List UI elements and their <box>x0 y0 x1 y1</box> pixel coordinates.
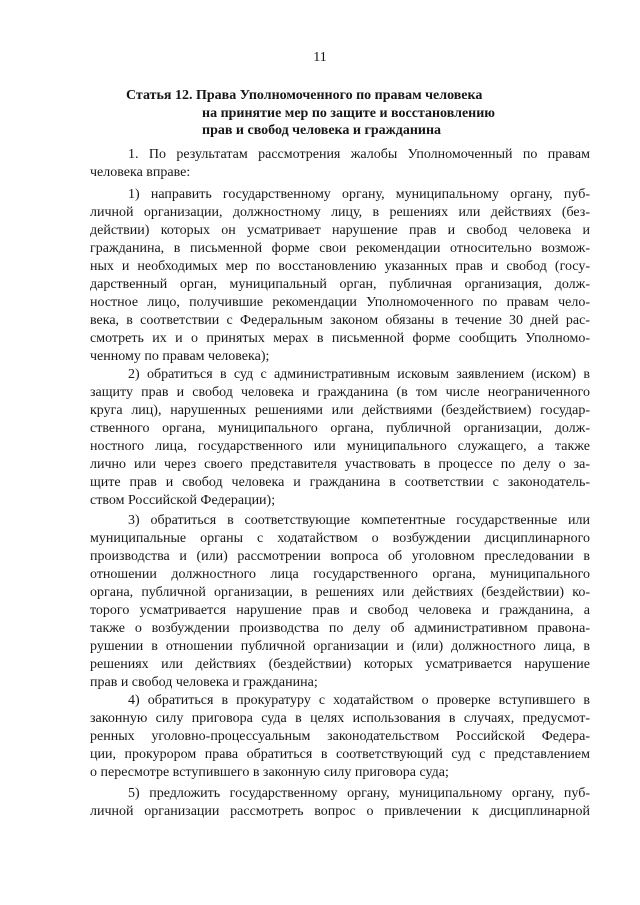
text-line: 5) предложить государственному органу, муниципальному органу, пуб- <box>128 786 590 801</box>
paragraph-intro <box>90 146 590 182</box>
text-line: ных и необходимых мер по восстановлению указанных прав и свобод (госу- <box>90 259 590 274</box>
article-title-line: Статья 12. Права Уполномоченного по правам человека <box>126 88 483 103</box>
paragraph-item-5 <box>90 785 590 821</box>
text-line: 2) обратиться в суд с административным исковым заявлением (иском) в <box>128 367 590 382</box>
article-title <box>126 87 495 140</box>
text-line: дарственный орган, муниципальный орган, публичная организация, долж- <box>90 277 590 292</box>
text-line: торого усматривается нарушение прав и свобод человека и гражданина, а <box>90 603 590 618</box>
text-line: защиту прав и свобод человека и гражданина (в том числе неограниченного <box>90 385 590 400</box>
text-line: отношении должностного лица государственного органа, муниципального <box>90 567 590 582</box>
text-line: ченному по правам человека); <box>90 349 270 364</box>
text-line: 1. По результатам рассмотрения жалобы Уполномоченный по правам <box>128 147 590 162</box>
text-line: рушении в отношении публичной организации и (или) должностного лица, в <box>90 639 590 654</box>
paragraph-item-2 <box>90 366 590 510</box>
text-line: века, в соответствии с Федеральным законом обязаны в течение 30 дней рас- <box>90 313 590 328</box>
text-line: лично или через своего представителя участвовать в процессе по делу о за- <box>90 457 590 472</box>
text-line: 4) обратиться в прокуратуру с ходатайством о проверке вступившего в <box>128 693 590 708</box>
text-line: ством Российской Федерации); <box>90 493 276 508</box>
text-line: щите прав и свобод человека и гражданина в соответствии с законодатель- <box>90 475 590 490</box>
article-title-line: на принятие мер по защите и восстановлению <box>202 105 495 121</box>
paragraph-item-1 <box>90 186 590 366</box>
text-line: законную силу приговора суда в целях использования в случаях, предусмот- <box>90 711 590 726</box>
text-line: круга лиц), нарушенных решениями или действиями (бездействием) государ- <box>90 403 590 418</box>
text-line: ции, прокурором права обратиться в соответствующий суд с представлением <box>90 747 590 762</box>
text-line: личной организации рассмотреть вопрос о привлечении к дисциплинарной <box>90 804 590 819</box>
paragraph-item-3 <box>90 512 590 692</box>
text-line: органа, публичной организации, в решениях или действиях (бездействии) ко- <box>90 585 590 600</box>
text-line: человека вправе: <box>90 165 191 180</box>
text-line: личной организации, должностному лицу, в решениях или действиях (без- <box>90 205 590 220</box>
text-line: о пересмотре вступившего в законную силу приговора суда; <box>90 765 449 780</box>
text-line: ностное лицо, получившие рекомендации Уполномоченного по правам чело- <box>90 295 590 310</box>
text-line: прав и свобод человека и гражданина; <box>90 675 318 690</box>
text-line: ренных уголовно-процессуальным законодательством Российской Федера- <box>90 729 590 744</box>
text-line: также о возбуждении производства по делу об административном правона- <box>90 621 590 636</box>
text-line: муниципальные органы с ходатайством о возбуждении дисциплинарного <box>90 531 590 546</box>
text-line: смотреть их и о принятых мерах в письменной форме сообщить Уполномо- <box>90 331 590 346</box>
article-title-line: прав и свобод человека и гражданина <box>202 123 442 138</box>
text-line: производства и (или) рассмотрении вопроса об уголовном преследовании в <box>90 549 590 564</box>
text-line: 1) направить государственному органу, муниципальному органу, пуб- <box>128 187 590 202</box>
page-number: 11 <box>313 50 327 65</box>
text-line: ностного лица, государственного или муниципального служащего, а также <box>90 439 590 454</box>
text-line: 3) обратиться в соответствующие компетентные государственные или <box>128 513 590 528</box>
text-line: решениях или действиях (бездействии) которых усматривается нарушение <box>90 657 590 672</box>
text-line: действии) которых он усматривает нарушение прав и свобод человека и <box>90 223 590 238</box>
paragraph-item-4 <box>90 692 590 782</box>
text-line: гражданина, в письменной форме свои рекомендации относительно возмож- <box>90 241 590 256</box>
text-line: ственного органа, муниципального органа, публичной организации, долж- <box>90 421 590 436</box>
